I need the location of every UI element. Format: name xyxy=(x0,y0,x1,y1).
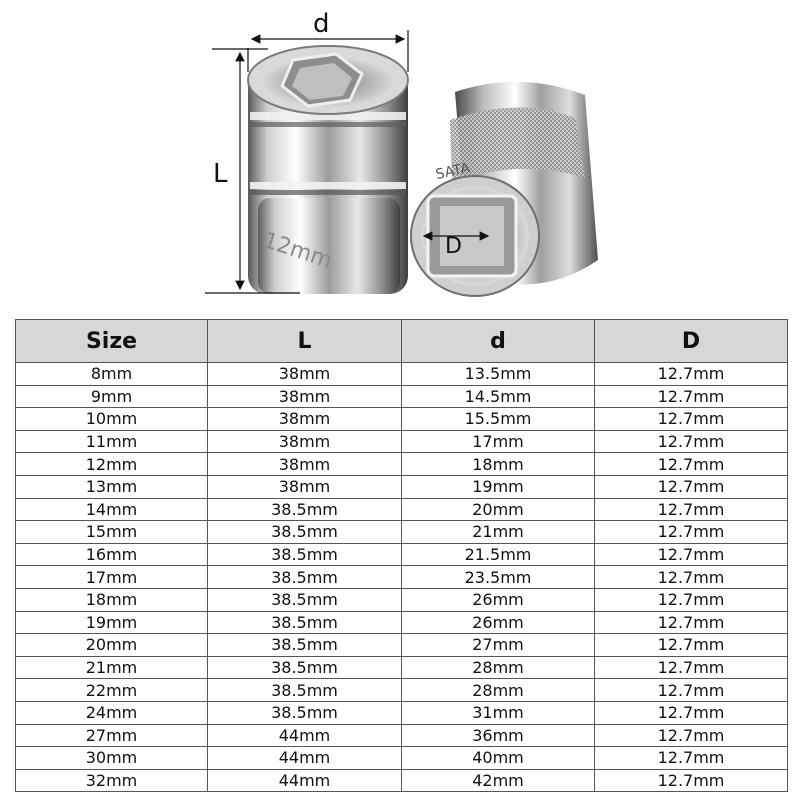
cell-size: 11mm xyxy=(16,430,208,453)
cell-L: 38.5mm xyxy=(208,701,402,724)
dimension-label-D: D xyxy=(445,234,462,259)
cell-size: 30mm xyxy=(16,747,208,770)
cell-size: 32mm xyxy=(16,769,208,792)
left-socket xyxy=(248,46,408,294)
cell-d: 21.5mm xyxy=(402,543,595,566)
cell-L: 38.5mm xyxy=(208,498,402,521)
cell-size: 18mm xyxy=(16,588,208,611)
cell-L: 38.5mm xyxy=(208,611,402,634)
cell-d: 31mm xyxy=(402,701,595,724)
table-row xyxy=(16,701,788,724)
cell-size: 27mm xyxy=(16,724,208,747)
table-header-row xyxy=(16,320,788,363)
cell-size: 13mm xyxy=(16,475,208,498)
column-header-L: L xyxy=(208,320,402,363)
cell-d: 13.5mm xyxy=(402,363,595,386)
cell-size: 21mm xyxy=(16,656,208,679)
cell-L: 38.5mm xyxy=(208,521,402,544)
socket-drawing xyxy=(0,0,800,305)
cell-D: 12.7mm xyxy=(595,769,788,792)
cell-L: 44mm xyxy=(208,769,402,792)
cell-L: 38.5mm xyxy=(208,679,402,702)
cell-size: 9mm xyxy=(16,385,208,408)
table-row xyxy=(16,430,788,453)
cell-L: 44mm xyxy=(208,724,402,747)
cell-L: 38mm xyxy=(208,408,402,431)
cell-d: 36mm xyxy=(402,724,595,747)
cell-D: 12.7mm xyxy=(595,408,788,431)
cell-d: 28mm xyxy=(402,679,595,702)
table-row xyxy=(16,611,788,634)
table-row xyxy=(16,634,788,657)
cell-size: 8mm xyxy=(16,363,208,386)
cell-d: 19mm xyxy=(402,475,595,498)
cell-D: 12.7mm xyxy=(595,679,788,702)
table-row xyxy=(16,498,788,521)
table-row xyxy=(16,588,788,611)
table-row xyxy=(16,475,788,498)
table-row xyxy=(16,679,788,702)
cell-D: 12.7mm xyxy=(595,747,788,770)
table-row xyxy=(16,453,788,476)
cell-D: 12.7mm xyxy=(595,543,788,566)
cell-D: 12.7mm xyxy=(595,588,788,611)
cell-d: 18mm xyxy=(402,453,595,476)
right-socket xyxy=(411,82,598,296)
table-row xyxy=(16,656,788,679)
table-body xyxy=(16,363,788,792)
cell-D: 12.7mm xyxy=(595,498,788,521)
cell-size: 16mm xyxy=(16,543,208,566)
socket-illustration xyxy=(0,0,800,305)
cell-size: 10mm xyxy=(16,408,208,431)
cell-D: 12.7mm xyxy=(595,430,788,453)
cell-d: 27mm xyxy=(402,634,595,657)
cell-D: 12.7mm xyxy=(595,385,788,408)
cell-d: 26mm xyxy=(402,588,595,611)
cell-D: 12.7mm xyxy=(595,634,788,657)
column-header-D: D xyxy=(595,320,788,363)
table-row xyxy=(16,769,788,792)
cell-size: 20mm xyxy=(16,634,208,657)
cell-D: 12.7mm xyxy=(595,475,788,498)
dimension-label-L: L xyxy=(213,159,228,189)
column-header-size: Size xyxy=(16,320,208,363)
cell-d: 26mm xyxy=(402,611,595,634)
svg-text:SATA: SATA xyxy=(434,160,472,183)
cell-L: 38mm xyxy=(208,385,402,408)
table-row xyxy=(16,385,788,408)
cell-L: 38.5mm xyxy=(208,588,402,611)
cell-size: 17mm xyxy=(16,566,208,589)
cell-d: 14.5mm xyxy=(402,385,595,408)
cell-d: 40mm xyxy=(402,747,595,770)
cell-L: 44mm xyxy=(208,747,402,770)
cell-L: 38mm xyxy=(208,453,402,476)
svg-text:12mm: 12mm xyxy=(259,228,336,274)
cell-L: 38.5mm xyxy=(208,634,402,657)
table-row xyxy=(16,724,788,747)
cell-size: 15mm xyxy=(16,521,208,544)
cell-size: 19mm xyxy=(16,611,208,634)
table-row xyxy=(16,363,788,386)
size-table xyxy=(15,319,788,792)
cell-L: 38.5mm xyxy=(208,543,402,566)
column-header-d: d xyxy=(402,320,595,363)
cell-D: 12.7mm xyxy=(595,521,788,544)
cell-d: 15.5mm xyxy=(402,408,595,431)
cell-D: 12.7mm xyxy=(595,724,788,747)
cell-size: 22mm xyxy=(16,679,208,702)
cell-d: 28mm xyxy=(402,656,595,679)
cell-L: 38mm xyxy=(208,363,402,386)
cell-D: 12.7mm xyxy=(595,611,788,634)
table-row xyxy=(16,543,788,566)
cell-size: 14mm xyxy=(16,498,208,521)
cell-D: 12.7mm xyxy=(595,656,788,679)
cell-L: 38mm xyxy=(208,430,402,453)
cell-D: 12.7mm xyxy=(595,566,788,589)
cell-L: 38.5mm xyxy=(208,656,402,679)
cell-size: 24mm xyxy=(16,701,208,724)
cell-d: 20mm xyxy=(402,498,595,521)
cell-d: 21mm xyxy=(402,521,595,544)
cell-L: 38mm xyxy=(208,475,402,498)
table-row xyxy=(16,566,788,589)
cell-D: 12.7mm xyxy=(595,363,788,386)
table-row xyxy=(16,521,788,544)
table-row xyxy=(16,747,788,770)
cell-d: 23.5mm xyxy=(402,566,595,589)
cell-L: 38.5mm xyxy=(208,566,402,589)
dimension-label-d: d xyxy=(313,9,330,39)
table-row xyxy=(16,408,788,431)
cell-size: 12mm xyxy=(16,453,208,476)
cell-D: 12.7mm xyxy=(595,453,788,476)
cell-d: 42mm xyxy=(402,769,595,792)
cell-D: 12.7mm xyxy=(595,701,788,724)
cell-d: 17mm xyxy=(402,430,595,453)
